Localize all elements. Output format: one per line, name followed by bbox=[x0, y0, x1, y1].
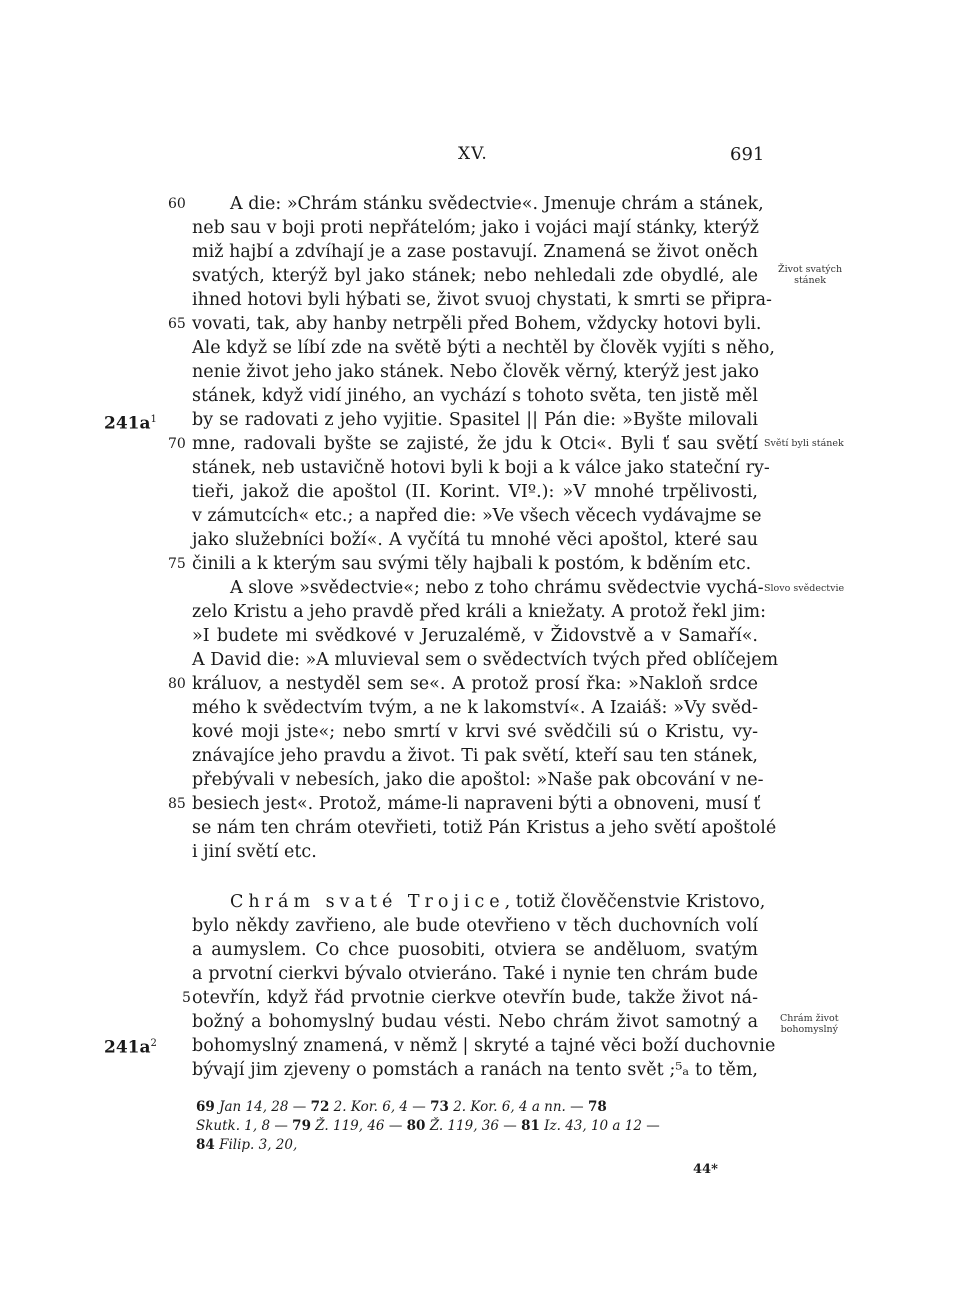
text-line-content: božný a bohomyslný budau vésti. Nebo chrám život samotný a bbox=[192, 1012, 758, 1032]
page-number: 691 bbox=[730, 144, 765, 165]
marginal-note-3: Slovo svědectvie bbox=[764, 583, 845, 594]
text-line-content: přebývali v nebesích, jako die apoštol: »Naše pak obcování v ne- bbox=[192, 770, 764, 790]
footnote-line-1: 69 Jan 14, 28 — 72 2. Kor. 6, 4 — 73 2. Kor. 6, 4 a nn. — 78 bbox=[196, 1099, 607, 1115]
text-line-content: a aumyslem. Co chce puosobiti, otviera se anděluom, svatým bbox=[192, 940, 758, 960]
text-line-content: besiech jest«. Protož, máme-li napraveni býti a obnoveni, musí ť bbox=[192, 794, 761, 814]
text-line bbox=[192, 914, 758, 938]
spaced-title: Chrám svaté Trojice bbox=[230, 892, 505, 912]
text-line-content: zelo Kristu a jeho pravdě před králi a kniežaty. A protož řekl jim: bbox=[192, 602, 767, 622]
text-line bbox=[192, 672, 758, 696]
text-line bbox=[192, 432, 758, 456]
text-line-content: A slove »svědectvie«; nebo z toho chrámu svědectvie vychá- bbox=[230, 578, 764, 598]
line-number: 5 bbox=[182, 990, 191, 1006]
line-number: 75 bbox=[168, 556, 186, 572]
text-line-content: bývají jim zjeveny o pomstách a ranách na tento svět ;⁵ₐ to těm, bbox=[192, 1060, 758, 1080]
text-line-content: by se radovati z jeho vyjitie. Spasitel || Pán die: »Byšte milovali bbox=[192, 410, 758, 430]
text-line-content: stánek, když vidí jiného, an vychází s tohoto světa, ten jistě měl bbox=[192, 386, 758, 406]
text-line bbox=[192, 938, 758, 962]
marginal-note-4: Chrám život bohomyslný bbox=[780, 1013, 839, 1035]
text-line-content: bohomyslný znamená, v němž | skryté a tajné věci boží duchovnie bbox=[192, 1036, 776, 1056]
text-line-content: znávajíce jeho pravdu a život. Ti pak světí, kteří sau ten stánek, bbox=[192, 746, 758, 766]
text-line-content: mého k svědectvím tvým, a ne k lakomství«. A Izaiáš: »Vy svěd- bbox=[192, 698, 758, 718]
text-line bbox=[192, 288, 772, 312]
running-header bbox=[0, 144, 960, 168]
text-line-content: , totiž člověčenstvie Kristovo, bbox=[504, 892, 766, 912]
text-line bbox=[192, 1034, 776, 1058]
text-line bbox=[192, 528, 758, 552]
text-line bbox=[192, 552, 758, 576]
signature-mark: 44* bbox=[693, 1162, 718, 1177]
text-line bbox=[192, 792, 761, 816]
line-number: 70 bbox=[168, 436, 186, 452]
line-number: 60 bbox=[168, 196, 186, 212]
text-line-content: i jiní světí etc. bbox=[192, 842, 317, 862]
line-number: 65 bbox=[168, 316, 186, 332]
folio-mark-1: $241a^1$ bbox=[104, 413, 157, 434]
text-line-content: činili a k kterým sau svými těly hajbali k postóm, k bděním etc. bbox=[192, 554, 752, 574]
marginal-note-1: Život svatých stánek bbox=[778, 264, 843, 286]
text-line-content: svatých, kterýž byl jako stánek; nebo nehledali zde obydlé, ale bbox=[192, 266, 758, 286]
text-line bbox=[192, 962, 758, 986]
text-line-content: stánek, neb ustavičně hotovi byli k boji a k válce jako stateční ry- bbox=[192, 458, 770, 478]
text-line bbox=[192, 504, 762, 528]
text-line-content: miž hajbí a zdvíhají je a zase postavují. Znamená se život oněch bbox=[192, 242, 758, 262]
text-line bbox=[192, 600, 767, 624]
marginal-note-2: Světí byli stánek bbox=[764, 438, 844, 449]
text-line-content: králuov, a nestyděl sem se«. A protož prosí řka: »Nakloň srdce bbox=[192, 674, 758, 694]
text-line-content: tieři, jakož die apoštol (II. Korint. VIº.): »V mnohé trpělivosti, bbox=[192, 482, 758, 502]
text-line bbox=[230, 890, 766, 914]
text-line bbox=[192, 216, 758, 240]
text-line bbox=[192, 480, 758, 504]
line-number: 80 bbox=[168, 676, 186, 692]
text-line bbox=[192, 312, 762, 336]
text-line-content: »I budete mi svědkové v Jeruzalémě, v Židovstvě a v Samaří«. bbox=[192, 626, 758, 646]
text-line bbox=[230, 576, 764, 600]
text-line-content: vovati, tak, aby hanby netrpěli před Bohem, vždycky hotovi byli. bbox=[192, 314, 762, 334]
text-line bbox=[192, 336, 775, 360]
text-line-content: a prvotní cierkvi bývalo otvieráno. Také i nynie ten chrám bude bbox=[192, 964, 758, 984]
chapter-number: XV. bbox=[458, 144, 488, 164]
text-line-content: nenie život jeho jako stánek. Nebo člověk věrný, kterýž jest jako bbox=[192, 362, 760, 382]
text-line-content: ihned hotovi byli hýbati se, život svuoj chystati, k smrti se připra- bbox=[192, 290, 772, 310]
line-number: 85 bbox=[168, 796, 186, 812]
text-line-content: mne, radovali byšte se zajisté, že jdu k Otci«. Byli ť sau světí bbox=[192, 434, 758, 454]
text-line bbox=[192, 768, 764, 792]
text-line bbox=[192, 624, 758, 648]
text-line-content: v zámutcích« etc.; a napřed die: »Ve všech věcech vydávajme se bbox=[192, 506, 762, 526]
text-line bbox=[192, 648, 779, 672]
text-line bbox=[230, 192, 764, 216]
text-line bbox=[192, 456, 770, 480]
text-line bbox=[192, 408, 758, 432]
text-line bbox=[192, 240, 758, 264]
text-line bbox=[192, 744, 758, 768]
text-line-content: otevřín, když řád prvotnie cierkve otevřín bude, takže život ná- bbox=[192, 988, 758, 1008]
text-line-content: neb sau v boji proti nepřátelóm; jako i vojáci mají stánky, kterýž bbox=[192, 218, 759, 238]
text-line-content: bylo někdy zavřieno, ale bude otevřieno v těch duchovních volí bbox=[192, 916, 758, 936]
text-line bbox=[192, 1058, 758, 1082]
text-line bbox=[192, 840, 758, 864]
text-line bbox=[192, 720, 758, 744]
text-line bbox=[192, 264, 758, 288]
text-line-content: kové moji jste«; nebo smrtí v krvi své svědčili sú o Kristu, vy- bbox=[192, 722, 758, 742]
text-line-content: jako služebníci boží«. A vyčítá tu mnohé věci apoštol, které sau bbox=[192, 530, 758, 550]
text-line bbox=[192, 384, 758, 408]
text-line bbox=[192, 696, 758, 720]
text-line bbox=[192, 816, 777, 840]
text-line bbox=[192, 1010, 758, 1034]
text-line bbox=[192, 360, 758, 384]
footnote-line-2: Skutk. 1, 8 — 79 Ž. 119, 46 — 80 Ž. 119, 36 — 81 Iz. 43, 10 a 12 — bbox=[196, 1118, 660, 1134]
text-line-content: se nám ten chrám otevřieti, totiž Pán Kristus a jeho světí apoštolé bbox=[192, 818, 777, 838]
footnote-line-3: 84 Filip. 3, 20, bbox=[196, 1137, 298, 1153]
text-line bbox=[192, 986, 758, 1010]
folio-mark-2: $241a^2$ bbox=[104, 1037, 157, 1058]
text-line-content: A die: »Chrám stánku svědectvie«. Jmenuje chrám a stánek, bbox=[230, 194, 764, 214]
text-line-content: Ale když se líbí zde na světě býti a nechtěl by člověk vyjíti s něho, bbox=[192, 338, 775, 358]
text-line-content: A David die: »A mluvieval sem o svědectvích tvých před oblíčejem bbox=[192, 650, 779, 670]
